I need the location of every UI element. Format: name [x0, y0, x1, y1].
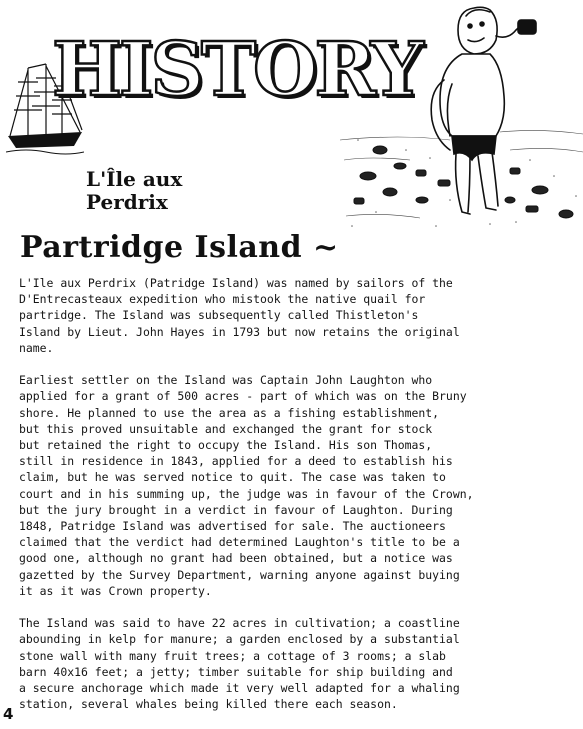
- subtitle-line: L'Île aux: [86, 167, 183, 191]
- text-line: 1848, Patridge Island was advertised for sale. The auctioneers: [19, 519, 446, 534]
- paragraph: [19, 372, 575, 599]
- text-line: claim, but he was served notice to quit. The case was taken to: [19, 470, 446, 485]
- text-line: gazetted by the Survey Department, warning anyone against buying: [19, 567, 460, 582]
- text-line: good one, although no grant had been obtained, but a notice was: [19, 551, 453, 566]
- text-line: but this proved unsuitable and exchanged the grant for stock: [19, 421, 433, 436]
- page-number: 4: [3, 705, 14, 723]
- text-line: stone wall with many fruit trees; a cottage of 3 rooms; a slab: [19, 648, 446, 663]
- text-line: The Island was said to have 22 acres in cultivation; a coastline: [19, 616, 460, 631]
- section-subtitle: [86, 168, 286, 214]
- text-line: partridge. The Island was subsequently called Thistleton's: [19, 308, 419, 323]
- beach-man-illustration: [340, 0, 583, 232]
- text-line: barn 40x16 feet; a jetty; timber suitable for ship building and: [19, 664, 453, 679]
- text-line: name.: [19, 340, 54, 355]
- text-line: abounding in kelp for manure; a garden enclosed by a substantial: [19, 632, 460, 647]
- subtitle-line: Perdrix: [86, 190, 168, 214]
- paragraph: [19, 615, 575, 712]
- article-body: [19, 275, 575, 729]
- text-line: court and in his summing up, the judge was in favour of the Crown,: [19, 486, 474, 501]
- masthead: [0, 0, 583, 232]
- text-line: claimed that the verdict had determined Laughton's title to be a: [19, 535, 460, 550]
- section-title: HISTORY: [52, 27, 421, 113]
- text-line: it as it was Crown property.: [19, 583, 212, 598]
- text-line: but retained the right to occupy the Island. His son Thomas,: [19, 438, 433, 453]
- text-line: but the jury brought in a verdict in favour of Laughton. During: [19, 502, 453, 517]
- text-line: a secure anchorage which made it very well adapted for a whaling: [19, 681, 460, 696]
- text-line: Island by Lieut. John Hayes in 1793 but now retains the original: [19, 324, 460, 339]
- text-line: L'Ile aux Perdrix (Patridge Island) was named by sailors of the: [19, 276, 453, 290]
- text-line: shore. He planned to use the area as a fishing establishment,: [19, 405, 440, 420]
- text-line: applied for a grant of 500 acres - part of which was on the Bruny: [19, 389, 467, 404]
- text-line: Earliest settler on the Island was Captain John Laughton who: [19, 373, 433, 388]
- paragraph: [19, 275, 575, 356]
- article-headline: Partridge Island ~: [20, 230, 339, 265]
- text-line: D'Entrecasteaux expedition who mistook the native quail for: [19, 292, 426, 307]
- text-line: still in residence in 1843, applied for a deed to establish his: [19, 454, 453, 469]
- text-line: station, several whales being killed there each season.: [19, 697, 398, 712]
